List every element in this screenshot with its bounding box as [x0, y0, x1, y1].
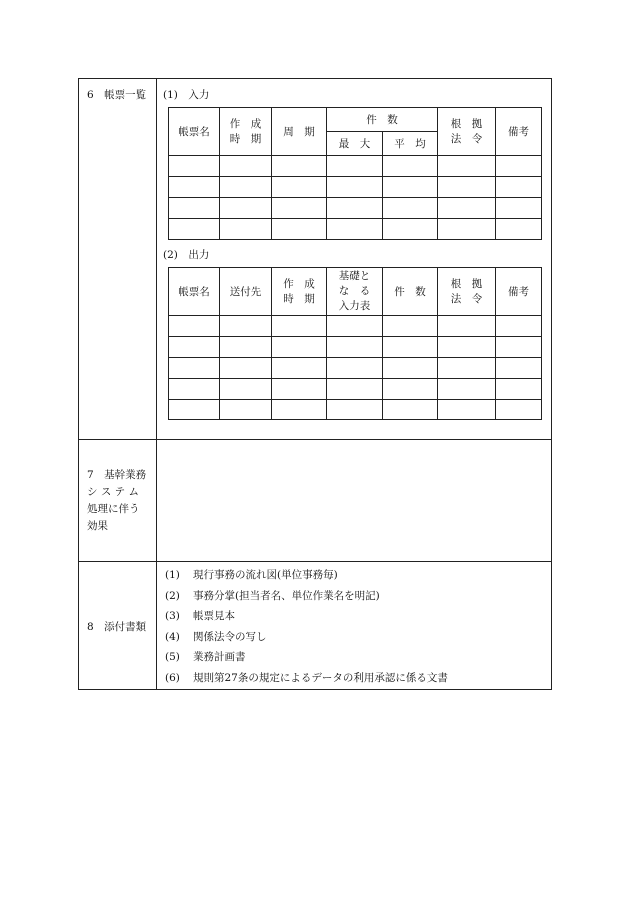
input-header-max: 最 大 — [327, 132, 383, 156]
section7-label: 7 基幹業務 シ ス テ ム 処理に伴う 効果 — [87, 469, 147, 532]
input-header-cycle: 周 期 — [272, 108, 327, 156]
section6-label: 6 帳票一覧 — [87, 89, 147, 101]
table-row — [169, 198, 542, 219]
table-row — [169, 358, 542, 379]
list-item: (6) 規則第27条の規定によるデータの利用承認に係る文書 — [165, 671, 448, 684]
output-header-created: 作 成 時 期 — [272, 268, 327, 316]
output-header-dest: 送付先 — [220, 268, 272, 316]
table-row — [169, 177, 542, 198]
table-row — [169, 156, 542, 177]
row-divider-7-8 — [79, 561, 551, 562]
list-item: (2) 事務分掌(担当者名、単位作業名を明記) — [165, 589, 380, 602]
output-header-base-table: 基礎と な る 入力表 — [327, 268, 383, 316]
row-divider-6-7 — [79, 439, 551, 440]
attachment-list — [165, 565, 448, 688]
table-row — [169, 379, 542, 400]
input-header-name: 帳票名 — [169, 108, 220, 156]
input-header-basis: 根 拠 法 令 — [438, 108, 496, 156]
table-row — [169, 337, 542, 358]
input-header-count: 件 数 — [327, 108, 438, 132]
table-row — [169, 219, 542, 240]
table-row — [169, 316, 542, 337]
list-item: (4) 関係法令の写し — [165, 630, 267, 643]
output-header-basis: 根 拠 法 令 — [438, 268, 496, 316]
input-table — [168, 107, 542, 240]
output-header-name: 帳票名 — [169, 268, 220, 316]
list-item: (1) 現行事務の流れ図(単位事務毎) — [165, 569, 338, 581]
input-heading: (1) 入力 — [163, 89, 210, 101]
output-table — [168, 267, 542, 420]
list-item: (3) 帳票見本 — [165, 610, 235, 622]
table-row — [169, 400, 542, 420]
input-header-created: 作 成 時 期 — [220, 108, 272, 156]
input-header-avg: 平 均 — [383, 132, 438, 156]
label-column-divider — [156, 79, 157, 689]
output-header-count: 件 数 — [383, 268, 438, 316]
output-header-remarks: 備考 — [496, 268, 542, 316]
form-frame — [78, 78, 552, 690]
section8-label: 8 添付書類 — [87, 621, 147, 633]
list-item: (5) 業務計画書 — [165, 651, 246, 663]
output-heading: (2) 出力 — [163, 249, 210, 261]
input-header-remarks: 備考 — [496, 108, 542, 156]
